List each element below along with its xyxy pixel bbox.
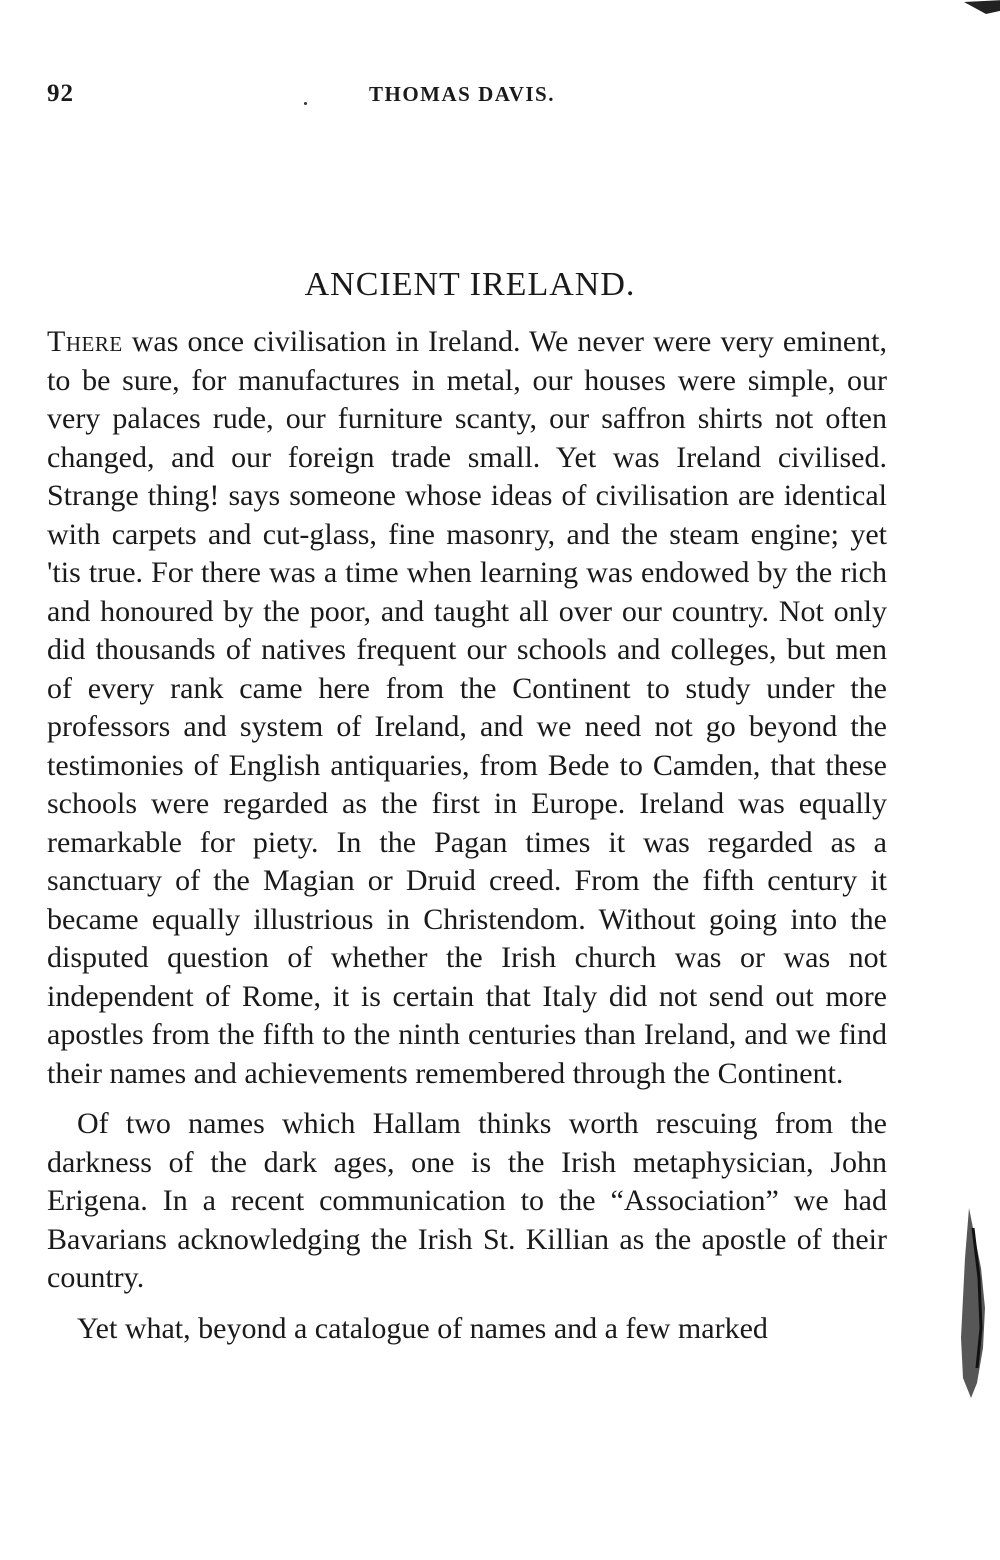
running-title: THOMAS DAVIS. xyxy=(369,82,555,106)
body-text xyxy=(47,323,887,1348)
chapter-title: ANCIENT IRELAND. xyxy=(304,266,636,303)
paragraph-2: Of two names which Hallam thinks worth rescuing from the darkness of the dark ages, one is the Irish metaphysician, John Erigena. In a recent communication to the “Association” we had Bavarians acknowledging the Irish St. Killian as the apostle of their country. xyxy=(47,1107,887,1294)
page-edge-smudge xyxy=(955,1208,997,1398)
print-speck xyxy=(304,102,307,105)
paragraph-3: Yet what, beyond a catalogue of names and a few marked xyxy=(77,1311,768,1345)
paragraph-lead-word: There xyxy=(47,325,123,358)
page-number: 92 xyxy=(47,80,74,107)
corner-ink-mark xyxy=(964,0,1000,14)
running-head xyxy=(47,80,887,110)
paragraph-1-text: was once civilisation in Ireland. We never were very eminent, to be sure, for manufactures in metal, our houses were simple, our very palaces rude, our furniture scanty, our saffron shirts not often changed, and our foreign trade small. Yet was Ireland civilised. Strange thing! says someone whose ideas of civilisation are identical with carpets and cut-glass, fine masonry, and the steam engine; yet 'tis true. For there was a time when learning was endowed by the rich and honoured by the poor, and taught all over our country. Not only did thousands of natives frequent our schools and colleges, but men of every rank came here from the Continent to study under the professors and system of Ireland, and we need not go beyond the testimonies of English antiquaries, from Bede to Camden, that these schools were regarded as the first in Europe. Ireland was equally remarkable for piety. In the Pagan times it was regarded as a sanctuary of the Magian or Druid creed. From the fifth century it became equally illustrious in Christendom. Without going into the disputed question of whether the Irish church was or was not independent of Rome, it is certain that Italy did not send out more apostles from the fifth to the ninth centuries than Ireland, and we find their names and achievements remembered through the Continent. xyxy=(47,325,887,1090)
paragraph-1 xyxy=(47,323,887,1093)
